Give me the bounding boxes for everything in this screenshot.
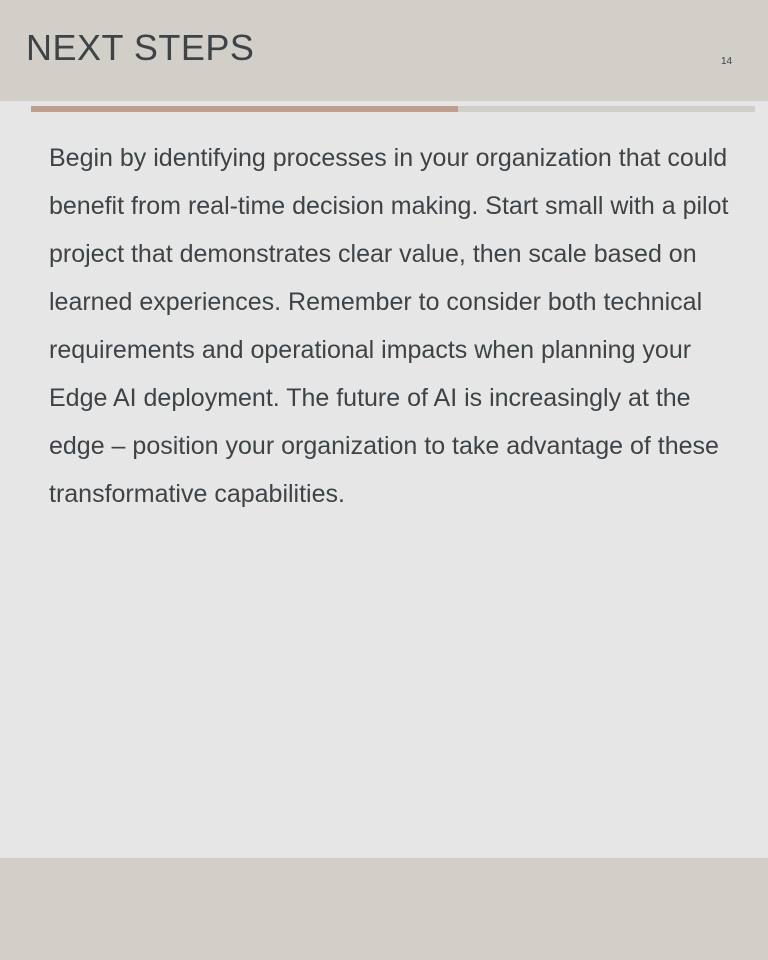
footer-band bbox=[0, 858, 768, 960]
progress-bar-fill bbox=[31, 106, 458, 112]
progress-bar bbox=[31, 106, 755, 112]
page-title: NEXT STEPS bbox=[26, 27, 255, 68]
page-number: 14 bbox=[721, 56, 733, 67]
header-band bbox=[0, 0, 768, 101]
body-paragraph: Begin by identifying processes in your organization that could benefit from real-time decision making. Start small with a pilot project that demonstrates clear value, then scale based on learned experiences. Remember to consider both technical requirements and operational impacts when planning your Edge AI deployment. The future of AI is increasingly at the edge – position your organization to take advantage of these transformative capabilities. bbox=[49, 144, 729, 508]
